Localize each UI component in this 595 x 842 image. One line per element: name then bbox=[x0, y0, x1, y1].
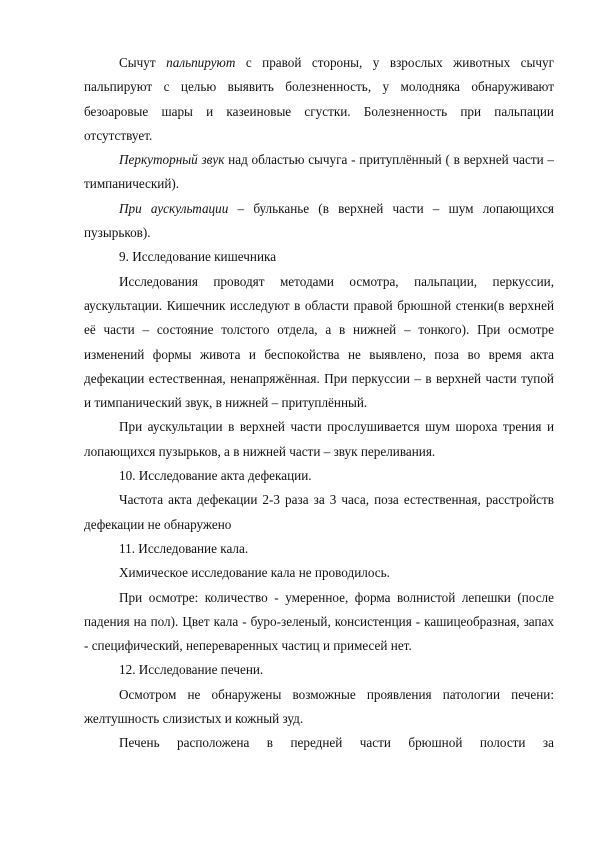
section-heading-defecation bbox=[84, 464, 554, 488]
paragraph-text: При аускультации в верхней части прослушивается шум шороха трения и лопающихся пузырьков, а в нижней части – звук переливания. bbox=[84, 419, 554, 459]
paragraph-text: Печень расположена в передней части брюшной полости за bbox=[119, 735, 554, 751]
paragraph-text: – бульканье (в верхней части – шум лопающихся пузырьков). bbox=[84, 200, 554, 241]
paragraph-feces-inspection bbox=[84, 586, 554, 659]
paragraph-liver-location bbox=[84, 731, 554, 755]
paragraph-italic-term: Перкуторный звук bbox=[119, 152, 225, 168]
paragraph-intestine-auscultation bbox=[84, 415, 554, 464]
paragraph-liver-inspection bbox=[84, 683, 554, 732]
heading-text: 9. Исследование кишечника bbox=[119, 249, 277, 265]
heading-text: 10. Исследование акта дефекации. bbox=[119, 468, 312, 484]
paragraph-text: Осмотром не обнаружены возможные проявления патологии печени: желтушность слизистых и кожный зуд. bbox=[84, 686, 554, 727]
section-heading-liver bbox=[84, 658, 554, 682]
paragraph-text: Частота акта дефекации 2-3 раза за 3 часа, поза естественная, расстройств дефекации не обнаружено bbox=[84, 492, 554, 532]
paragraph-defecation-frequency bbox=[84, 488, 554, 537]
document-page bbox=[84, 51, 554, 756]
paragraph-text: Химическое исследование кала не проводилось. bbox=[119, 565, 390, 581]
paragraph-lead: Сычут bbox=[119, 55, 167, 70]
paragraph-italic-term: При аускультации bbox=[119, 200, 229, 216]
section-heading-feces bbox=[84, 537, 554, 561]
section-heading-intestine bbox=[84, 245, 554, 269]
heading-text: 11. Исследование кала. bbox=[119, 540, 249, 556]
heading-text: 12. Исследование печени. bbox=[119, 662, 264, 678]
paragraph-percussion-sound bbox=[84, 148, 554, 197]
paragraph-text: Исследования проводят методами осмотра, пальпации, перкуссии, аускультации. Кишечник исследуют в области правой брюшной стенки(в верхней её части – состояние толстого отдела, а в нижней – тонкого). При осмотре изменений формы живота и беспокойства не выявлено, поза во время акта дефекации естественная, ненапряжённая. При перкуссии – в верхней части тупой и тимпанический звук, в нижней – притуплённый. bbox=[84, 273, 554, 411]
paragraph-abomasum-palpation bbox=[84, 51, 554, 148]
paragraph-text: с правой стороны, у взрослых животных сычуг пальпируют с целью выявить болезненность, у молодняка обнаруживают безоаровые шары и казеиновые сгустки. Болезненность при пальпации отсутствует. bbox=[84, 55, 554, 143]
paragraph-text: над областью сычуга - притуплённый ( в верхней части – тимпанический). bbox=[84, 152, 554, 192]
paragraph-chemical-exam bbox=[84, 561, 554, 585]
paragraph-italic-term: пальпируют bbox=[166, 55, 236, 70]
paragraph-intestine-methods bbox=[84, 270, 554, 416]
paragraph-text: При осмотре: количество - умеренное, форма волнистой лепешки (после падения на пол). Цвет кала - буро-зеленый, консистенция - кашицеобразная, запах - специфический, непереваренных частиц и примесей нет. bbox=[84, 589, 554, 654]
paragraph-auscultation bbox=[84, 197, 554, 246]
